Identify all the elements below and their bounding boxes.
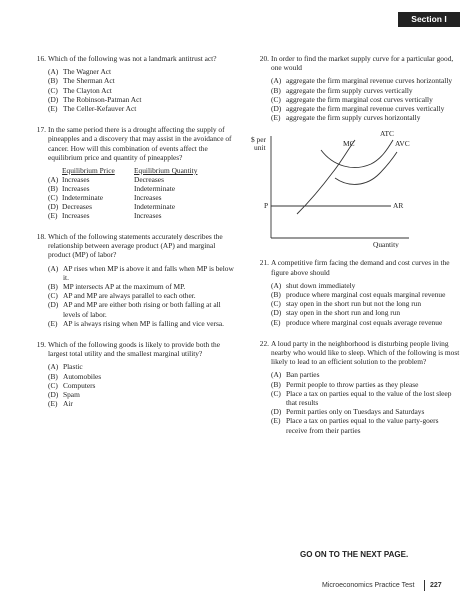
left-column: [26, 54, 238, 420]
y-axis-label-line1: $ per: [251, 135, 266, 145]
option-d: (D) Permit parties only on Tuesdays and Saturdays: [271, 407, 425, 417]
section-label: Section I: [398, 12, 460, 26]
cost-curves-svg: [249, 128, 449, 248]
option-e: (E) Place a tax on parties equal to the value party-goers receive from their parties: [271, 416, 439, 435]
table-row: (C) Indeterminate Increases: [48, 193, 162, 203]
question-text: A competitive firm facing the demand and cost curves in the figure above should: [271, 258, 450, 277]
question-text: Which of the following was not a landmark antitrust act?: [48, 54, 217, 63]
table-row: (A) Increases Decreases: [48, 175, 164, 185]
question-22: [249, 339, 461, 435]
question-number: 22.: [259, 338, 269, 348]
option-b: (B) The Sherman Act: [48, 76, 115, 86]
option-e: (E) Air: [48, 399, 73, 409]
section-header: [0, 0, 474, 28]
atc-label: ATC: [380, 129, 394, 139]
option-e: (E) aggregate the firm supply curves horizontally: [271, 113, 421, 123]
option-b: (B) MP intersects AP at the maximum of MP.: [48, 282, 186, 292]
option-a: (A) Ban parties: [271, 370, 320, 380]
option-d: (D) aggregate the firm marginal revenue curves vertically: [271, 104, 445, 114]
question-19: [26, 340, 238, 408]
option-c: (C) stay open in the short run but not the long run: [271, 299, 422, 309]
footer-title: Microeconomics Practice Test: [322, 582, 415, 589]
answer-table: [48, 166, 197, 220]
question-number: 17.: [36, 125, 46, 135]
option-a: (A) The Wagner Act: [48, 67, 112, 77]
cost-curves-diagram: [249, 128, 449, 248]
x-axis-label: Quantity: [373, 240, 399, 249]
option-a: (A) shut down immediately: [271, 280, 356, 290]
option-d: (D) stay open in the short run and long run: [271, 308, 401, 318]
avc-label: AVC: [395, 139, 410, 149]
col-header-quantity: Equilibrium Quantity: [134, 166, 198, 176]
option-a: (A) Plastic: [48, 362, 83, 372]
question-text: Which of the following statements accurately describes the relationship between average product (AP) and marginal product (MP) of labor?: [48, 232, 223, 260]
question-number: 20.: [259, 54, 269, 63]
option-b: (B) Automobiles: [48, 371, 102, 381]
table-row: (D) Decreases Indeterminate: [48, 202, 176, 212]
table-row: (E) Increases Increases: [48, 211, 162, 221]
price-label: P: [264, 201, 269, 211]
option-c: (C) Place a tax on parties equal to the value of the lost sleep that results: [271, 388, 452, 408]
table-row: (B) Increases Indeterminate: [48, 184, 176, 194]
page-number: 227: [430, 582, 442, 589]
option-e: (E) The Celler-Kefauver Act: [48, 104, 137, 114]
question-text: Which of the following goods is likely to provide both the largest total utility and the smallest marginal utility?: [48, 340, 221, 359]
option-e: (E) AP is always rising when MP is falling and vice versa.: [48, 318, 224, 328]
question-text: In order to find the market supply curve for a particular good, one would: [271, 54, 454, 73]
question-text: In the same period there is a drought affecting the supply of pineapples and a discovery that may assist in the avoidance of cancer. How will this combination of events affect the equilibrium price and quantity of pineapples?: [48, 125, 232, 162]
y-axis-label-line2: unit: [254, 143, 266, 153]
option-c: (C) The Clayton Act: [48, 85, 112, 95]
question-number: 19.: [36, 340, 46, 350]
question-number: 16.: [36, 54, 46, 63]
question-number: 21.: [259, 258, 269, 268]
mc-curve: [297, 140, 355, 214]
question-17: [26, 125, 238, 220]
option-d: (D) Spam: [48, 390, 80, 400]
option-b: (B) produce where marginal cost equals marginal revenue: [271, 290, 446, 300]
mc-label: MC: [343, 139, 355, 149]
option-d: (D) The Robinson-Patman Act: [48, 94, 142, 104]
right-column: [249, 54, 461, 447]
option-b: (B) Permit people to throw parties as they please: [271, 379, 419, 389]
question-20: [249, 54, 461, 122]
question-number: 18.: [36, 232, 46, 242]
atc-curve: [321, 140, 393, 168]
col-header-price: Equilibrium Price: [62, 166, 115, 176]
question-text: A loud party in the neighborhood is disturbing people living nearby who would like to sleep. Which of the following is most likely to lead to an efficient solution to the problem?: [271, 338, 460, 367]
option-b: (B) aggregate the firm supply curves vertically: [271, 85, 413, 95]
option-c: (C) Computers: [48, 380, 96, 390]
option-a: (A) aggregate the firm marginal revenue curves horizontally: [271, 76, 453, 86]
avc-curve: [335, 152, 397, 184]
question-16: [26, 54, 238, 113]
ar-label: AR: [393, 201, 404, 211]
footer-divider: [424, 580, 425, 591]
question-21: [249, 258, 461, 326]
section-rule: [398, 25, 460, 27]
next-page-notice: GO ON TO THE NEXT PAGE.: [300, 550, 409, 559]
option-e: (E) produce where marginal cost equals average revenue: [271, 317, 443, 327]
option-c: (C) AP and MP are always parallel to each other.: [48, 291, 196, 301]
option-c: (C) aggregate the firm marginal cost curves vertically: [271, 94, 433, 104]
option-a: (A) AP rises when MP is above it and falls when MP is below it.: [48, 263, 234, 282]
option-d: (D) AP and MP are either both rising or both falling at all levels of labor.: [48, 300, 221, 319]
question-18: [26, 232, 238, 328]
